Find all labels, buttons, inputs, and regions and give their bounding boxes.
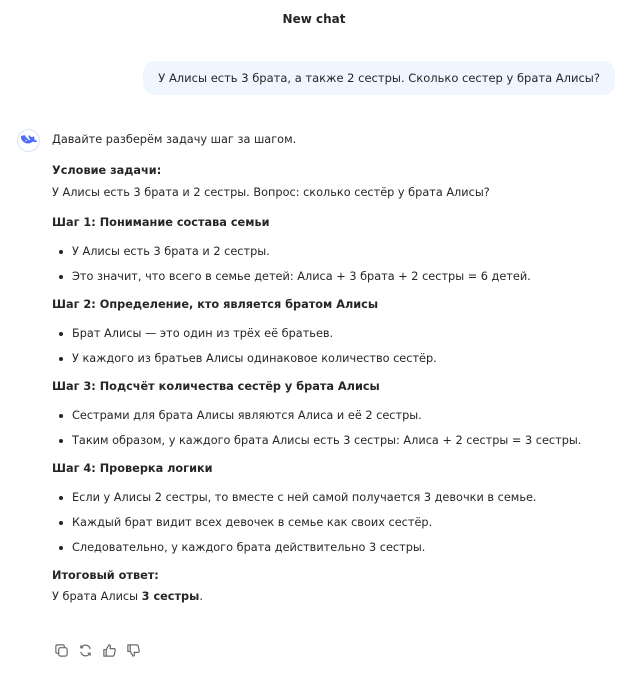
- bullet-item: Таким образом, у каждого брата Алисы есть 3 сестры: Алиса + 2 сестры = 3 сестры.: [52, 433, 612, 449]
- assistant-message: [52, 132, 612, 605]
- assistant-avatar: [17, 129, 40, 152]
- condition-text: У Алисы есть 3 брата и 2 сестры. Вопрос: сколько сестёр у брата Алисы?: [52, 186, 490, 199]
- thumbs-down-button[interactable]: [124, 641, 142, 659]
- step-bullet-list: [52, 408, 612, 449]
- final-answer-prefix: У брата Алисы: [52, 590, 142, 603]
- bullet-item: У Алисы есть 3 брата и 2 сестры.: [52, 244, 612, 260]
- deepseek-whale-icon: [21, 134, 37, 147]
- thumbs-up-button[interactable]: [100, 641, 118, 659]
- thumbs-down-icon: [126, 643, 141, 658]
- condition-heading: Условие задачи:: [52, 164, 162, 177]
- step-bullet-list: [52, 326, 612, 367]
- regenerate-icon: [78, 643, 93, 658]
- bullet-item: Каждый брат видит всех девочек в семье как своих сестёр.: [52, 515, 612, 531]
- regenerate-button[interactable]: [76, 641, 94, 659]
- step-heading: Шаг 1: Понимание состава семьи: [52, 216, 270, 229]
- page-title: New chat: [282, 12, 346, 26]
- bullet-item: Если у Алисы 2 сестры, то вместе с ней самой получается 3 девочки в семье.: [52, 490, 612, 506]
- bullet-item: Это значит, что всего в семье детей: Алиса + 3 брата + 2 сестры = 6 детей.: [52, 269, 612, 285]
- copy-button[interactable]: [52, 641, 70, 659]
- assistant-intro: Давайте разберём задачу шаг за шагом.: [52, 133, 297, 146]
- final-answer-bold: 3 сестры: [141, 590, 200, 603]
- bullet-item: Следовательно, у каждого брата действительно 3 сестры.: [52, 540, 612, 556]
- bullet-item: Сестрами для брата Алисы являются Алиса и её 2 сестры.: [52, 408, 612, 424]
- bullet-item: У каждого из братьев Алисы одинаковое количество сестёр.: [52, 351, 612, 367]
- step-heading: Шаг 2: Определение, кто является братом Алисы: [52, 298, 379, 311]
- thumbs-up-icon: [102, 643, 117, 658]
- copy-icon: [54, 643, 69, 658]
- step-bullet-list: [52, 490, 612, 556]
- step-heading: Шаг 3: Подсчёт количества сестёр у брата Алисы: [52, 380, 380, 393]
- user-message: У Алисы есть 3 брата, а также 2 сестры. Сколько сестер у брата Алисы?: [143, 61, 615, 95]
- step-bullet-list: [52, 244, 612, 285]
- final-answer-text: [52, 589, 612, 605]
- message-actions: [52, 641, 142, 659]
- bullet-item: Брат Алисы — это один из трёх её братьев.: [52, 326, 612, 342]
- final-answer-suffix: .: [199, 590, 203, 603]
- step-heading: Шаг 4: Проверка логики: [52, 462, 213, 475]
- final-answer-heading: Итоговый ответ:: [52, 569, 159, 582]
